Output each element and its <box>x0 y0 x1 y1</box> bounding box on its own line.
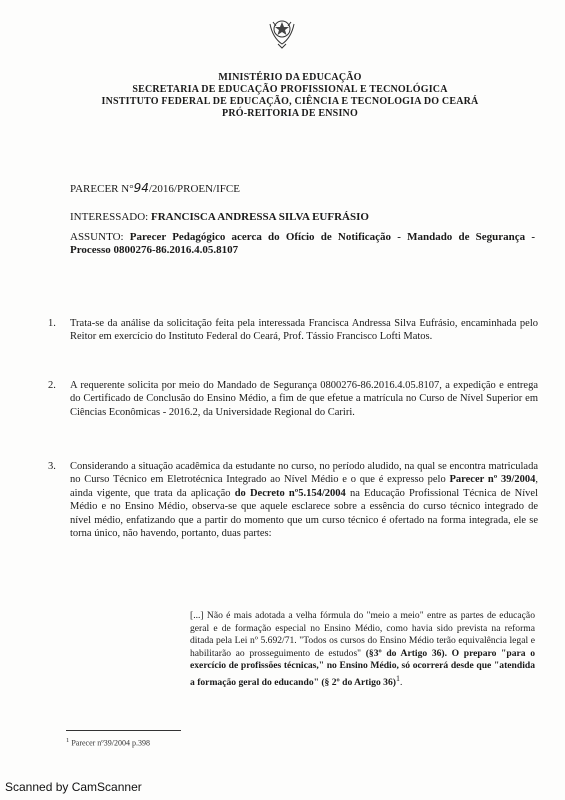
quote-end: . <box>399 676 403 688</box>
scanner-watermark: Scanned by CamScanner <box>5 780 142 794</box>
paragraph-text-part: , ainda vigente, que trata da aplicação <box>70 474 538 499</box>
quote-bold-text: (§3º do Artigo 36). O preparo "para o exercício de profissões técnicas," no Ensino Médio, só ocorrerá desde que "atendida a formação geral do educando" (§ 2º do Artigo 36) <box>190 647 535 688</box>
header-institute: INSTITUTO FEDERAL DE EDUCAÇÃO, CIÊNCIA E TECNOLOGIA DO CEARÁ <box>101 96 479 107</box>
parecer-number-line <box>70 181 240 195</box>
document-header <box>60 72 520 120</box>
paragraph-text-part: Considerando a situação acadêmica da estudante no curso, no período aludido, na qual se encontra matriculada no Curso Técnico em Eletrotécnica Integrado ao Nível Médio e o que é expresso pelo <box>70 461 538 486</box>
parecer-suffix: /2016/PROEN/IFCE <box>148 183 240 195</box>
assunto-label: ASSUNTO: <box>70 231 124 243</box>
decree-reference: do Decreto nº5.154/2004 <box>234 487 346 499</box>
paragraph-number: 3. <box>48 461 56 472</box>
footnote-divider <box>66 730 181 731</box>
block-quote <box>190 610 535 689</box>
header-ministry: MINISTÉRIO DA EDUCAÇÃO <box>218 72 362 83</box>
header-secretariat: SECRETARIA DE EDUCAÇÃO PROFISSIONAL E TECNOLÓGICA <box>132 84 448 95</box>
parecer-reference: Parecer nº 39/2004 <box>449 474 536 486</box>
paragraph-text: Trata-se da análise da solicitação feita pela interessada Francisca Andressa Silva Eufrásio, encaminhada pelo Reitor em exercício do Instituto Federal do Ceará, Prof. Tássio Francisco Lofti Matos. <box>70 318 538 343</box>
interessado-label: INTERESSADO: <box>70 211 149 223</box>
paragraph-number: 2. <box>48 380 56 391</box>
coat-of-arms-emblem <box>266 14 298 50</box>
parecer-handwritten-number: 94 <box>133 181 149 195</box>
assunto-block <box>70 231 535 257</box>
footnote-text: Parecer nº39/2004 p.398 <box>69 738 151 748</box>
paragraph-text: A requerente solicita por meio do Mandado de Segurança 0800276-86.2016.4.05.8107, a expedição e entrega do Certificado de Conclusão do Ensino Médio, a fim de que efetue a matrícula no Curso de Nível Superior em Ciências Econômicas - 2016.2, da Universidade Regional do Cariri. <box>70 380 538 418</box>
paragraph-text <box>70 460 538 540</box>
paragraph-2 <box>48 379 538 419</box>
footnote <box>66 737 150 748</box>
interessado-name: FRANCISCA ANDRESSA SILVA EUFRÁSIO <box>150 211 369 223</box>
paragraph-number: 1. <box>48 318 56 329</box>
paragraph-3 <box>48 460 538 540</box>
paragraph-text-part: na Educação Profissional Técnica de Nível Médio e no Ensino Médio, observa-se que aquele esclarece sobre a essência do curso técnico integrado de nível médio, enfatizando que a partir do momento que um curso técnico é ofertado na forma integrada, ele se torna único, não havendo, portanto, duas partes: <box>70 487 539 540</box>
assunto-text: Parecer Pedagógico acerca do Ofício de Notificação - Mandado de Segurança - Processo 0800276-86.2016.4.05.8107 <box>70 231 536 256</box>
interessado-line <box>70 211 369 223</box>
paragraph-1 <box>48 317 538 344</box>
parecer-prefix: PARECER N° <box>70 183 134 195</box>
footnote-number: 1 <box>66 737 70 744</box>
header-rectory: PRÓ-REITORIA DE ENSINO <box>222 108 358 119</box>
footnote-marker: 1 <box>395 673 400 683</box>
quote-text: [...] Não é mais adotada a velha fórmula do "meio a meio" entre as partes de educação geral e de formação especial no Ensino Médio, como havia sido prevista na reforma ditada pela Lei nº 5.692/71. "Todos os cursos do Ensino Médio terão equivalência legal e habilitarão ao prosseguimento de estudos" <box>190 610 535 659</box>
